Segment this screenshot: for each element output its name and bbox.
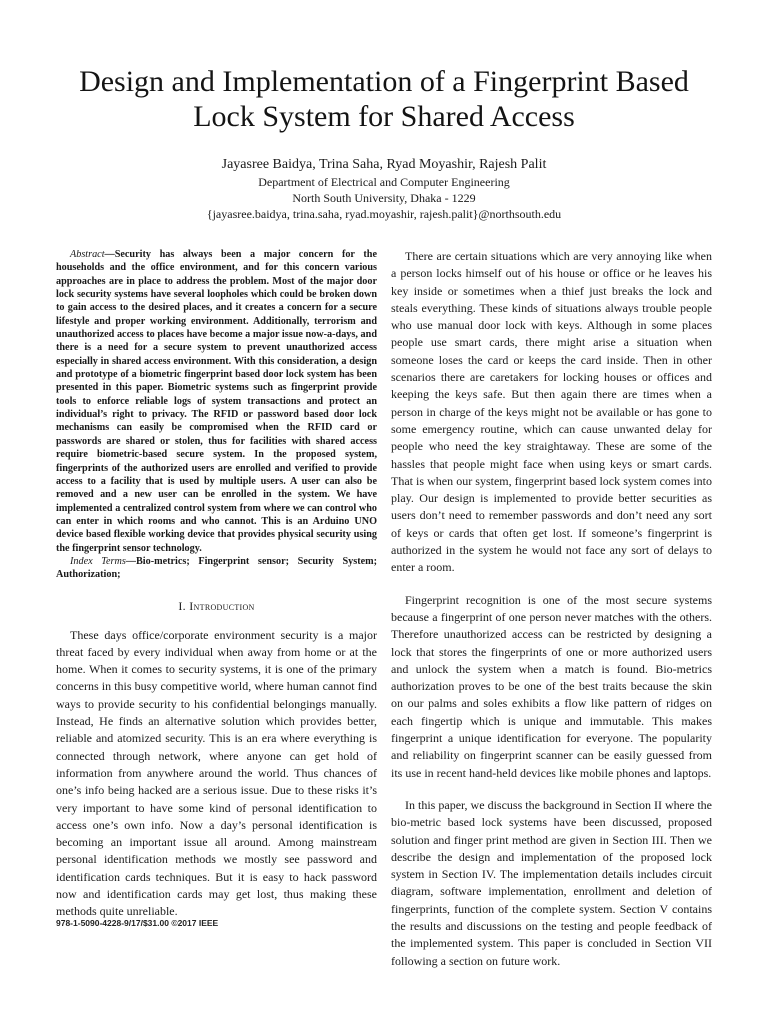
paper-title — [40, 64, 728, 134]
university: North South University, Dhaka - 1229 — [292, 191, 476, 205]
index-terms — [56, 555, 377, 582]
section-heading-introduction — [56, 599, 377, 613]
author-list: Jayasree Baidya, Trina Saha, Ryad Moyashir, Rajesh Palit — [221, 157, 547, 172]
index-terms-text: —Bio-metrics; Fingerprint sensor; Security System; Authorization; — [56, 555, 378, 581]
intro-paragraph-3: Fingerprint recognition is one of the most secure systems because a fingerprint of one person never matches with the others. Therefore unauthorized access can be restricted by designing a lock that stores the fingerprints of one or more authorized users and unlock the system when a match is found. Bio-metrics authorization proves to be one of the best traits because the skin on our palms and soles exhibits a flow like pattern of ridges on each fingertip which is unique and immutable. This makes fingerprint a unique identification for everyone. The popularity and reliability on fingerprint scanner can be easily guessed from its use in recent hand-held devices like mobile phones and laptops. — [391, 592, 712, 780]
author-emails: {jayasree.baidya, trina.saha, ryad.moyashir, rajesh.palit}@northsouth.edu — [206, 207, 562, 221]
copyright-footer: 978-1-5090-4228-9/17/$31.00 ©2017 IEEE — [56, 918, 219, 928]
intro-paragraph-4: In this paper, we discuss the background in Section II where the bio-metric based lock systems have been discussed, proposed solution and finger print method are given in Section III. Then we describe the design and implementation of the proposed lock system in Section IV. The implementation details includes circuit diagram, software implementation, enrollment and deletion of fingerprints, function of the complete system. Section V contains the results and discussions on the testing and people feedback of the implemented system. This paper is concluded in Section VII following a section on future work. — [391, 797, 712, 968]
abstract-text: —Security has always been a major concern for the households and the office environment, and for this concern various approaches are in place to address the problem. Most of the major door lock security systems have several loopholes which could be broken down to gain access to the desired places, and it creates a concern for a secure lifestyle and proper working environment. Additionally, terrorism and unauthorized access to places have become a major issue now-a-days, and there is a need for a secure system to prevent unauthorized access especially in shared access environment. With this consideration, a design and prototype of a biometric fingerprint based door lock system has been presented in this paper. Biometric systems such as fingerprint provide tools to enforce reliable logs of system transactions and protect an individual’s right to privacy. The RFID or password based door lock mechanisms can easily be compromised when the RFID card or passwords are shared or stolen, thus for facilities with shared access require biometric-based secure system. In the proposed system, fingerprints of the authorized users are enrolled and verified to provide access to a facility that is used by multiple users. A user can also be removed and a new user can be enrolled in the system. We have implemented a centralized control system from where we can control who can enter in which rooms and who cannot. This is an Arduino UNO device based flexible working device that provides physical security using the fingerprint sensor technology. — [56, 249, 377, 554]
department: Department of Electrical and Computer Engineering — [258, 175, 510, 189]
intro-paragraph-2: There are certain situations which are very annoying like when a person locks himself out of his house or office or he leaves his key inside or sometimes when a thief just breaks the lock and steals everything. These kinds of situations always trouble people who use manual door lock with keys. Although in some places people use smart cards, there might arise a situation when someone loses the card or keeps the card inside. Then in other scenarios there are caretakers for locking houses or offices and keeping the keys safe. But then again there are times when a person in charge of the keys might not be available or has gone to some emergency routine, which can cause unwanted delay for people who need the key straightaway. These are some of the hassles that people might face when using keys or smart cards. That is when our system, fingerprint based lock system comes into play. Our design is implemented to provide better securities as users don’t need to remember passwords and don’t need any sort of keys or cards that often get lost. If someone’s fingerprint is authorized in the system he would not face any sort of delays to enter a room. — [391, 249, 712, 575]
section-numeral: I. — [178, 598, 186, 613]
abstract-label: Abstract — [70, 249, 105, 260]
title-line-1: Design and Implementation of a Fingerprint Based — [79, 65, 689, 98]
right-column — [391, 248, 712, 970]
index-terms-label: Index Terms — [70, 555, 126, 567]
title-line-2: Lock System for Shared Access — [193, 100, 575, 133]
intro-paragraph-1: These days office/corporate environment security is a major threat faced by every individual when away from home or at the home. When it comes to security systems, it is one of the primary concerns in this busy competitive world, where human cannot find ways to provide security to his confidential belongings manually. Instead, He finds an alternative solution which provides better, reliable and atomized security. This is an era where everything is connected through network, where anyone can get hold of information from anywhere around the world. Thus chances of one’s info being hacked are a serious issue. Due to these risks it’s very important to have some kind of personal identification to access one’s own info. Now a day’s personal identification is becoming an important issue all around. Among mainstream personal identification methods we mostly see password and identification cards techniques. But it is easy to hack password now and identification cards may get lost, thus making these methods quite unreliable. — [56, 627, 377, 919]
left-column — [56, 248, 377, 921]
section-title: Introduction — [189, 598, 255, 613]
abstract — [56, 248, 377, 555]
